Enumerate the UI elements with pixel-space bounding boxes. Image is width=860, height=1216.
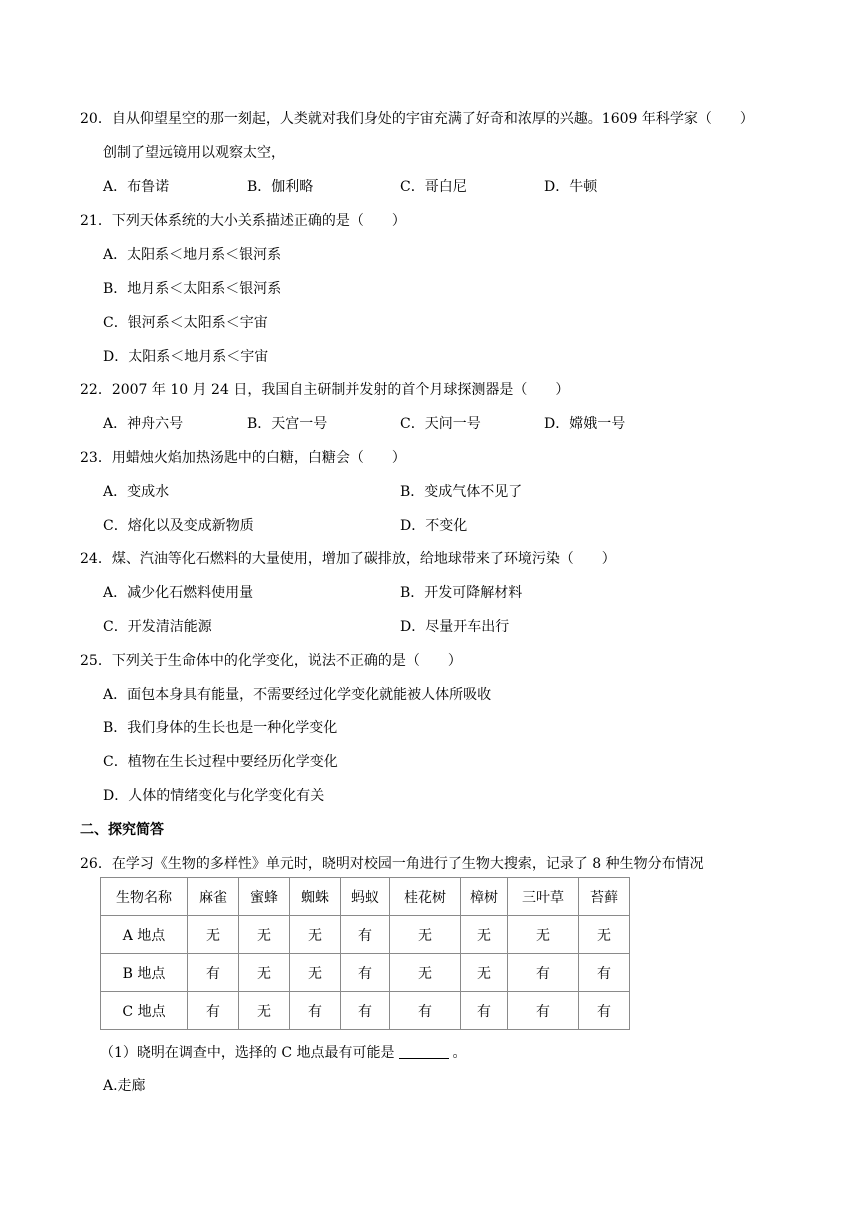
table-cell: 无 xyxy=(290,916,341,954)
table-header-cell: 蜘蛛 xyxy=(290,878,341,916)
option-c[interactable]: C．开发清洁能源 xyxy=(103,619,212,635)
option-b[interactable]: B．地月系＜太阳系＜银河系 xyxy=(103,281,282,297)
table-cell: 有 xyxy=(508,954,579,992)
table-cell: 有 xyxy=(341,992,390,1030)
option-c[interactable]: C．天问一号 xyxy=(400,416,481,432)
table-cell: 无 xyxy=(390,954,461,992)
table-cell: C 地点 xyxy=(101,992,188,1030)
sub-question-1-text: （1）晓明在调查中，选择的 C 地点最有可能是 xyxy=(100,1045,395,1061)
table-cell: B 地点 xyxy=(101,954,188,992)
table-cell: 无 xyxy=(188,916,239,954)
question-20-stem: 20．自从仰望星空的那一刻起，人类就对我们身处的宇宙充满了好奇和浓厚的兴趣。1609 年科学家（ ） xyxy=(80,111,754,127)
answer-blank[interactable] xyxy=(399,1044,449,1059)
option-d[interactable]: D．尽量开车出行 xyxy=(400,619,510,635)
table-header-cell: 蚂蚁 xyxy=(341,878,390,916)
table-cell: 无 xyxy=(390,916,461,954)
option-a[interactable]: A．变成水 xyxy=(103,484,170,500)
table-header-cell: 三叶草 xyxy=(508,878,579,916)
sub-question-1-option-a[interactable]: A.走廊 xyxy=(103,1078,146,1094)
option-b[interactable]: B．开发可降解材料 xyxy=(400,585,523,601)
question-23-stem: 23．用蜡烛火焰加热汤匙中的白糖，白糖会（ ） xyxy=(80,450,406,466)
table-cell: 无 xyxy=(239,954,290,992)
table-cell: 有 xyxy=(188,992,239,1030)
option-d[interactable]: D．人体的情绪变化与化学变化有关 xyxy=(103,788,325,804)
option-a[interactable]: A．减少化石燃料使用量 xyxy=(103,585,254,601)
table-header-cell: 樟树 xyxy=(461,878,508,916)
table-row xyxy=(101,954,630,992)
question-25-stem: 25．下列关于生命体中的化学变化，说法不正确的是（ ） xyxy=(80,653,462,669)
option-d[interactable]: D．牛顿 xyxy=(544,179,598,195)
question-24-stem: 24．煤、汽油等化石燃料的大量使用，增加了碳排放，给地球带来了环境污染（ ） xyxy=(80,551,616,567)
question-22-stem: 22．2007 年 10 月 24 日，我国自主研制并发射的首个月球探测器是（ ） xyxy=(80,382,570,398)
table-row xyxy=(101,916,630,954)
table-header-row xyxy=(101,878,630,916)
table-header-cell: 桂花树 xyxy=(390,878,461,916)
option-a[interactable]: A．太阳系＜地月系＜银河系 xyxy=(103,247,282,263)
option-b[interactable]: B．伽利略 xyxy=(247,179,314,195)
table-header-cell: 蜜蜂 xyxy=(239,878,290,916)
table-cell: 有 xyxy=(341,954,390,992)
table-cell: 无 xyxy=(508,916,579,954)
table-cell: 无 xyxy=(579,916,630,954)
sub-question-1-suffix: 。 xyxy=(452,1045,467,1061)
table-cell: 无 xyxy=(239,916,290,954)
table-cell: 无 xyxy=(290,954,341,992)
option-d[interactable]: D．不变化 xyxy=(400,518,468,534)
organism-distribution-table xyxy=(100,877,630,1030)
section-heading: 二、探究简答 xyxy=(80,822,164,838)
table-cell: 有 xyxy=(579,992,630,1030)
table-row xyxy=(101,992,630,1030)
table-cell: 无 xyxy=(461,916,508,954)
table-header-cell: 麻雀 xyxy=(188,878,239,916)
table-cell: 无 xyxy=(239,992,290,1030)
table-header-cell: 生物名称 xyxy=(101,878,188,916)
sub-question-1 xyxy=(100,1043,467,1063)
table-cell: A 地点 xyxy=(101,916,188,954)
option-c[interactable]: C．哥白尼 xyxy=(400,179,467,195)
table-header-cell: 苔藓 xyxy=(579,878,630,916)
question-26-stem: 26．在学习《生物的多样性》单元时，晓明对校园一角进行了生物大搜索，记录了 8 种生物分布情况 xyxy=(80,856,704,872)
option-a[interactable]: A．布鲁诺 xyxy=(103,179,170,195)
option-c[interactable]: C．银河系＜太阳系＜宇宙 xyxy=(103,315,268,331)
option-d[interactable]: D．太阳系＜地月系＜宇宙 xyxy=(103,349,269,365)
table-cell: 有 xyxy=(341,916,390,954)
option-c[interactable]: C．熔化以及变成新物质 xyxy=(103,518,254,534)
question-21-stem: 21．下列天体系统的大小关系描述正确的是（ ） xyxy=(80,213,406,229)
option-b[interactable]: B．天宫一号 xyxy=(247,416,328,432)
table-cell: 有 xyxy=(579,954,630,992)
option-d[interactable]: D．嫦娥一号 xyxy=(544,416,626,432)
question-20-stem-continued: 创制了望远镜用以观察太空， xyxy=(103,145,285,161)
option-a[interactable]: A．面包本身具有能量，不需要经过化学变化就能被人体所吸收 xyxy=(103,687,492,703)
option-b[interactable]: B．我们身体的生长也是一种化学变化 xyxy=(103,720,338,736)
table-cell: 有 xyxy=(188,954,239,992)
option-c[interactable]: C．植物在生长过程中要经历化学变化 xyxy=(103,754,338,770)
option-b[interactable]: B．变成气体不见了 xyxy=(400,484,523,500)
table-cell: 有 xyxy=(290,992,341,1030)
option-a[interactable]: A．神舟六号 xyxy=(103,416,184,432)
table-cell: 有 xyxy=(461,992,508,1030)
table-cell: 有 xyxy=(508,992,579,1030)
table-cell: 有 xyxy=(390,992,461,1030)
table-cell: 无 xyxy=(461,954,508,992)
